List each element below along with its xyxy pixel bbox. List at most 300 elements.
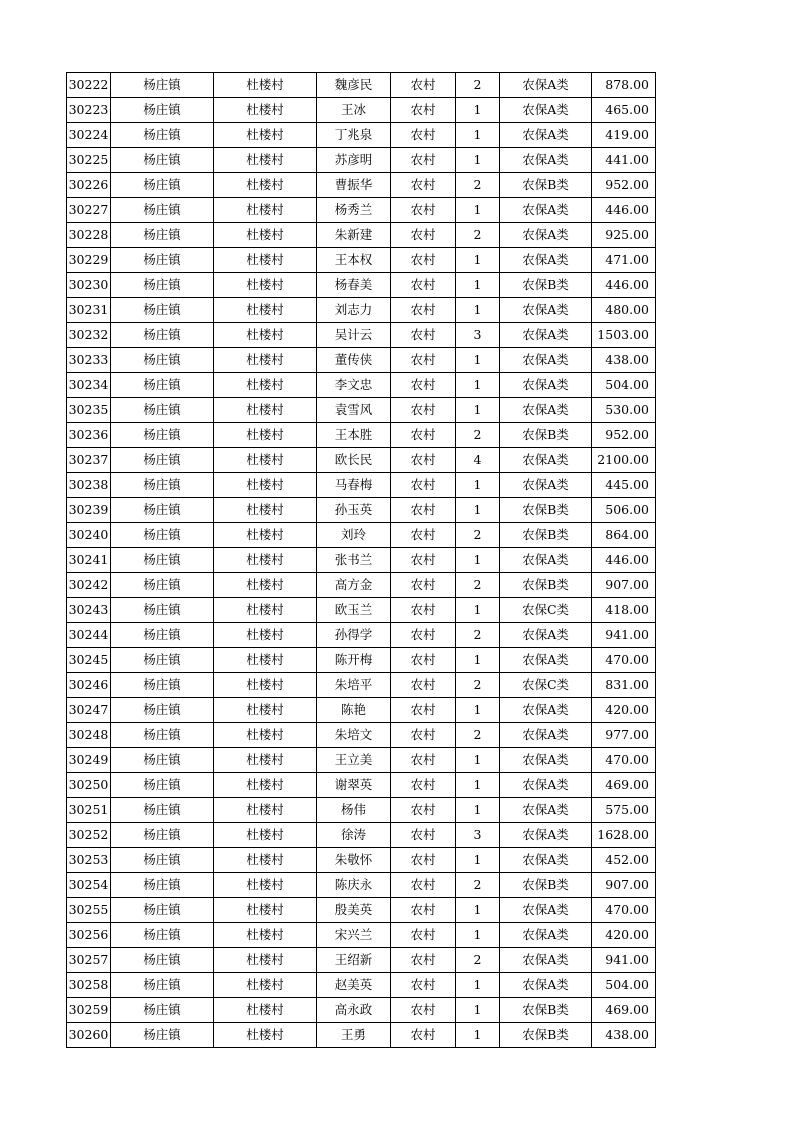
town-cell: 杨庄镇 [111,773,214,798]
table-row [67,923,656,948]
village-cell: 杜楼村 [214,348,317,373]
table-row [67,398,656,423]
insurance-category-cell: 农保A类 [500,898,592,923]
village-cell: 杜楼村 [214,73,317,98]
table-row [67,73,656,98]
member-count-cell: 2 [456,623,500,648]
village-cell: 杜楼村 [214,273,317,298]
village-cell: 杜楼村 [214,398,317,423]
household-type-cell: 农村 [391,948,456,973]
amount-cell: 907.00 [592,573,656,598]
person-name-cell: 高永政 [317,998,391,1023]
record-id-cell: 30241 [67,548,111,573]
insurance-category-cell: 农保A类 [500,648,592,673]
record-id-cell: 30253 [67,848,111,873]
village-cell: 杜楼村 [214,948,317,973]
record-id-cell: 30232 [67,323,111,348]
town-cell: 杨庄镇 [111,723,214,748]
person-name-cell: 王本权 [317,248,391,273]
member-count-cell: 2 [456,673,500,698]
amount-cell: 452.00 [592,848,656,873]
insurance-category-cell: 农保B类 [500,1023,592,1048]
amount-cell: 470.00 [592,748,656,773]
record-id-cell: 30229 [67,248,111,273]
person-name-cell: 杨秀兰 [317,198,391,223]
insurance-category-cell: 农保A类 [500,973,592,998]
member-count-cell: 1 [456,298,500,323]
village-cell: 杜楼村 [214,248,317,273]
person-name-cell: 宋兴兰 [317,923,391,948]
member-count-cell: 1 [456,248,500,273]
town-cell: 杨庄镇 [111,998,214,1023]
member-count-cell: 1 [456,198,500,223]
town-cell: 杨庄镇 [111,73,214,98]
person-name-cell: 魏彦民 [317,73,391,98]
amount-cell: 446.00 [592,273,656,298]
member-count-cell: 1 [456,473,500,498]
insurance-category-cell: 农保A类 [500,348,592,373]
record-id-cell: 30237 [67,448,111,473]
roster-body [67,73,656,1048]
town-cell: 杨庄镇 [111,823,214,848]
town-cell: 杨庄镇 [111,573,214,598]
insurance-category-cell: 农保A类 [500,473,592,498]
village-cell: 杜楼村 [214,998,317,1023]
town-cell: 杨庄镇 [111,498,214,523]
member-count-cell: 1 [456,998,500,1023]
town-cell: 杨庄镇 [111,948,214,973]
town-cell: 杨庄镇 [111,1023,214,1048]
person-name-cell: 马春梅 [317,473,391,498]
member-count-cell: 1 [456,598,500,623]
household-type-cell: 农村 [391,648,456,673]
record-id-cell: 30248 [67,723,111,748]
amount-cell: 438.00 [592,348,656,373]
village-cell: 杜楼村 [214,798,317,823]
amount-cell: 941.00 [592,623,656,648]
amount-cell: 469.00 [592,773,656,798]
insurance-category-cell: 农保B类 [500,273,592,298]
insurance-category-cell: 农保B类 [500,173,592,198]
insurance-category-cell: 农保A类 [500,248,592,273]
table-row [67,673,656,698]
village-cell: 杜楼村 [214,223,317,248]
village-cell: 杜楼村 [214,723,317,748]
town-cell: 杨庄镇 [111,348,214,373]
record-id-cell: 30227 [67,198,111,223]
amount-cell: 878.00 [592,73,656,98]
town-cell: 杨庄镇 [111,548,214,573]
record-id-cell: 30223 [67,98,111,123]
record-id-cell: 30251 [67,798,111,823]
insurance-category-cell: 农保A类 [500,298,592,323]
household-type-cell: 农村 [391,923,456,948]
table-row [67,173,656,198]
insurance-category-cell: 农保A类 [500,98,592,123]
person-name-cell: 曹振华 [317,173,391,198]
village-cell: 杜楼村 [214,423,317,448]
member-count-cell: 2 [456,423,500,448]
member-count-cell: 1 [456,398,500,423]
member-count-cell: 2 [456,523,500,548]
village-cell: 杜楼村 [214,498,317,523]
table-row [67,848,656,873]
record-id-cell: 30230 [67,273,111,298]
record-id-cell: 30257 [67,948,111,973]
village-cell: 杜楼村 [214,698,317,723]
member-count-cell: 1 [456,373,500,398]
town-cell: 杨庄镇 [111,423,214,448]
insurance-category-cell: 农保A类 [500,798,592,823]
person-name-cell: 徐涛 [317,823,391,848]
table-row [67,573,656,598]
amount-cell: 575.00 [592,798,656,823]
household-type-cell: 农村 [391,748,456,773]
town-cell: 杨庄镇 [111,448,214,473]
person-name-cell: 谢翠英 [317,773,391,798]
person-name-cell: 丁兆泉 [317,123,391,148]
table-row [67,948,656,973]
village-cell: 杜楼村 [214,598,317,623]
member-count-cell: 2 [456,723,500,748]
household-type-cell: 农村 [391,598,456,623]
amount-cell: 831.00 [592,673,656,698]
person-name-cell: 董传侠 [317,348,391,373]
member-count-cell: 1 [456,773,500,798]
amount-cell: 465.00 [592,98,656,123]
insurance-category-cell: 农保A类 [500,698,592,723]
person-name-cell: 欧长民 [317,448,391,473]
record-id-cell: 30236 [67,423,111,448]
person-name-cell: 王勇 [317,1023,391,1048]
amount-cell: 506.00 [592,498,656,523]
record-id-cell: 30245 [67,648,111,673]
household-type-cell: 农村 [391,798,456,823]
village-cell: 杜楼村 [214,623,317,648]
member-count-cell: 1 [456,98,500,123]
amount-cell: 907.00 [592,873,656,898]
table-row [67,148,656,173]
village-cell: 杜楼村 [214,898,317,923]
household-type-cell: 农村 [391,573,456,598]
town-cell: 杨庄镇 [111,798,214,823]
member-count-cell: 1 [456,123,500,148]
insurance-category-cell: 农保A类 [500,123,592,148]
record-id-cell: 30255 [67,898,111,923]
person-name-cell: 袁雪风 [317,398,391,423]
member-count-cell: 2 [456,223,500,248]
town-cell: 杨庄镇 [111,398,214,423]
amount-cell: 469.00 [592,998,656,1023]
amount-cell: 446.00 [592,548,656,573]
table-row [67,498,656,523]
record-id-cell: 30239 [67,498,111,523]
amount-cell: 504.00 [592,973,656,998]
insurance-category-cell: 农保A类 [500,223,592,248]
person-name-cell: 赵美英 [317,973,391,998]
record-id-cell: 30231 [67,298,111,323]
table-row [67,748,656,773]
member-count-cell: 1 [456,898,500,923]
village-cell: 杜楼村 [214,848,317,873]
village-cell: 杜楼村 [214,648,317,673]
member-count-cell: 1 [456,798,500,823]
table-row [67,448,656,473]
table-row [67,348,656,373]
amount-cell: 420.00 [592,923,656,948]
household-type-cell: 农村 [391,523,456,548]
record-id-cell: 30254 [67,873,111,898]
record-id-cell: 30228 [67,223,111,248]
amount-cell: 441.00 [592,148,656,173]
village-cell: 杜楼村 [214,323,317,348]
member-count-cell: 1 [456,348,500,373]
table-row [67,698,656,723]
record-id-cell: 30225 [67,148,111,173]
town-cell: 杨庄镇 [111,648,214,673]
amount-cell: 864.00 [592,523,656,548]
village-cell: 杜楼村 [214,298,317,323]
person-name-cell: 朱新建 [317,223,391,248]
village-cell: 杜楼村 [214,98,317,123]
amount-cell: 470.00 [592,898,656,923]
record-id-cell: 30244 [67,623,111,648]
amount-cell: 977.00 [592,723,656,748]
village-cell: 杜楼村 [214,173,317,198]
person-name-cell: 王本胜 [317,423,391,448]
amount-cell: 480.00 [592,298,656,323]
member-count-cell: 2 [456,573,500,598]
member-count-cell: 3 [456,323,500,348]
record-id-cell: 30246 [67,673,111,698]
table-row [67,973,656,998]
village-cell: 杜楼村 [214,748,317,773]
household-type-cell: 农村 [391,498,456,523]
village-cell: 杜楼村 [214,1023,317,1048]
household-type-cell: 农村 [391,423,456,448]
record-id-cell: 30256 [67,923,111,948]
table-row [67,598,656,623]
record-id-cell: 30252 [67,823,111,848]
table-row [67,873,656,898]
record-id-cell: 30224 [67,123,111,148]
insurance-category-cell: 农保A类 [500,198,592,223]
town-cell: 杨庄镇 [111,748,214,773]
record-id-cell: 30247 [67,698,111,723]
household-type-cell: 农村 [391,823,456,848]
person-name-cell: 陈庆永 [317,873,391,898]
insurance-category-cell: 农保A类 [500,448,592,473]
town-cell: 杨庄镇 [111,623,214,648]
town-cell: 杨庄镇 [111,198,214,223]
insurance-category-cell: 农保A类 [500,848,592,873]
person-name-cell: 张书兰 [317,548,391,573]
amount-cell: 470.00 [592,648,656,673]
member-count-cell: 1 [456,273,500,298]
household-type-cell: 农村 [391,698,456,723]
household-type-cell: 农村 [391,1023,456,1048]
household-type-cell: 农村 [391,273,456,298]
table-row [67,648,656,673]
household-type-cell: 农村 [391,973,456,998]
person-name-cell: 刘志力 [317,298,391,323]
amount-cell: 2100.00 [592,448,656,473]
member-count-cell: 1 [456,698,500,723]
town-cell: 杨庄镇 [111,173,214,198]
insurance-category-cell: 农保A类 [500,548,592,573]
village-cell: 杜楼村 [214,198,317,223]
town-cell: 杨庄镇 [111,373,214,398]
table-row [67,273,656,298]
insurance-category-cell: 农保B类 [500,873,592,898]
town-cell: 杨庄镇 [111,698,214,723]
member-count-cell: 2 [456,73,500,98]
insurance-category-cell: 农保C类 [500,598,592,623]
member-count-cell: 1 [456,648,500,673]
table-row [67,523,656,548]
household-type-cell: 农村 [391,623,456,648]
town-cell: 杨庄镇 [111,973,214,998]
member-count-cell: 1 [456,548,500,573]
amount-cell: 419.00 [592,123,656,148]
table-row [67,898,656,923]
town-cell: 杨庄镇 [111,98,214,123]
household-type-cell: 农村 [391,323,456,348]
person-name-cell: 苏彦明 [317,148,391,173]
insurance-category-cell: 农保A类 [500,398,592,423]
amount-cell: 420.00 [592,698,656,723]
village-cell: 杜楼村 [214,373,317,398]
record-id-cell: 30233 [67,348,111,373]
village-cell: 杜楼村 [214,923,317,948]
record-id-cell: 30222 [67,73,111,98]
member-count-cell: 1 [456,498,500,523]
village-cell: 杜楼村 [214,473,317,498]
village-cell: 杜楼村 [214,673,317,698]
town-cell: 杨庄镇 [111,873,214,898]
person-name-cell: 孙玉英 [317,498,391,523]
village-cell: 杜楼村 [214,573,317,598]
household-type-cell: 农村 [391,548,456,573]
household-type-cell: 农村 [391,298,456,323]
household-type-cell: 农村 [391,373,456,398]
table-row [67,423,656,448]
town-cell: 杨庄镇 [111,248,214,273]
village-cell: 杜楼村 [214,773,317,798]
household-type-cell: 农村 [391,148,456,173]
person-name-cell: 杨春美 [317,273,391,298]
member-count-cell: 2 [456,173,500,198]
insurance-category-cell: 农保A类 [500,373,592,398]
person-name-cell: 高方金 [317,573,391,598]
town-cell: 杨庄镇 [111,473,214,498]
insurance-category-cell: 农保A类 [500,948,592,973]
table-row [67,123,656,148]
table-row [67,823,656,848]
town-cell: 杨庄镇 [111,123,214,148]
household-type-cell: 农村 [391,673,456,698]
table-row [67,773,656,798]
insurance-category-cell: 农保A类 [500,73,592,98]
table-row [67,373,656,398]
member-count-cell: 1 [456,848,500,873]
member-count-cell: 1 [456,748,500,773]
town-cell: 杨庄镇 [111,223,214,248]
table-row [67,98,656,123]
member-count-cell: 1 [456,1023,500,1048]
town-cell: 杨庄镇 [111,298,214,323]
insurance-category-cell: 农保A类 [500,748,592,773]
table-row [67,998,656,1023]
table-row [67,223,656,248]
household-type-cell: 农村 [391,448,456,473]
table-row [67,548,656,573]
insurance-category-cell: 农保B类 [500,423,592,448]
insurance-category-cell: 农保A类 [500,923,592,948]
record-id-cell: 30226 [67,173,111,198]
town-cell: 杨庄镇 [111,323,214,348]
record-id-cell: 30240 [67,523,111,548]
amount-cell: 941.00 [592,948,656,973]
amount-cell: 952.00 [592,173,656,198]
town-cell: 杨庄镇 [111,598,214,623]
village-cell: 杜楼村 [214,973,317,998]
amount-cell: 445.00 [592,473,656,498]
person-name-cell: 王立美 [317,748,391,773]
village-cell: 杜楼村 [214,148,317,173]
person-name-cell: 欧玉兰 [317,598,391,623]
person-name-cell: 朱培平 [317,673,391,698]
insurance-category-cell: 农保A类 [500,148,592,173]
table-row [67,473,656,498]
town-cell: 杨庄镇 [111,673,214,698]
record-id-cell: 30234 [67,373,111,398]
record-id-cell: 30243 [67,598,111,623]
town-cell: 杨庄镇 [111,523,214,548]
amount-cell: 1503.00 [592,323,656,348]
household-type-cell: 农村 [391,173,456,198]
insurance-category-cell: 农保A类 [500,823,592,848]
record-id-cell: 30258 [67,973,111,998]
person-name-cell: 陈开梅 [317,648,391,673]
village-cell: 杜楼村 [214,873,317,898]
household-type-cell: 农村 [391,873,456,898]
record-id-cell: 30235 [67,398,111,423]
record-id-cell: 30259 [67,998,111,1023]
town-cell: 杨庄镇 [111,848,214,873]
amount-cell: 438.00 [592,1023,656,1048]
person-name-cell: 王绍新 [317,948,391,973]
record-id-cell: 30238 [67,473,111,498]
insurance-category-cell: 农保A类 [500,773,592,798]
table-row [67,1023,656,1048]
household-type-cell: 农村 [391,848,456,873]
roster-table [66,72,656,1048]
member-count-cell: 3 [456,823,500,848]
person-name-cell: 杨伟 [317,798,391,823]
insurance-category-cell: 农保B类 [500,998,592,1023]
insurance-category-cell: 农保A类 [500,723,592,748]
insurance-category-cell: 农保A类 [500,623,592,648]
amount-cell: 446.00 [592,198,656,223]
member-count-cell: 1 [456,923,500,948]
person-name-cell: 殷美英 [317,898,391,923]
record-id-cell: 30250 [67,773,111,798]
person-name-cell: 吴计云 [317,323,391,348]
amount-cell: 530.00 [592,398,656,423]
person-name-cell: 朱敬怀 [317,848,391,873]
record-id-cell: 30249 [67,748,111,773]
